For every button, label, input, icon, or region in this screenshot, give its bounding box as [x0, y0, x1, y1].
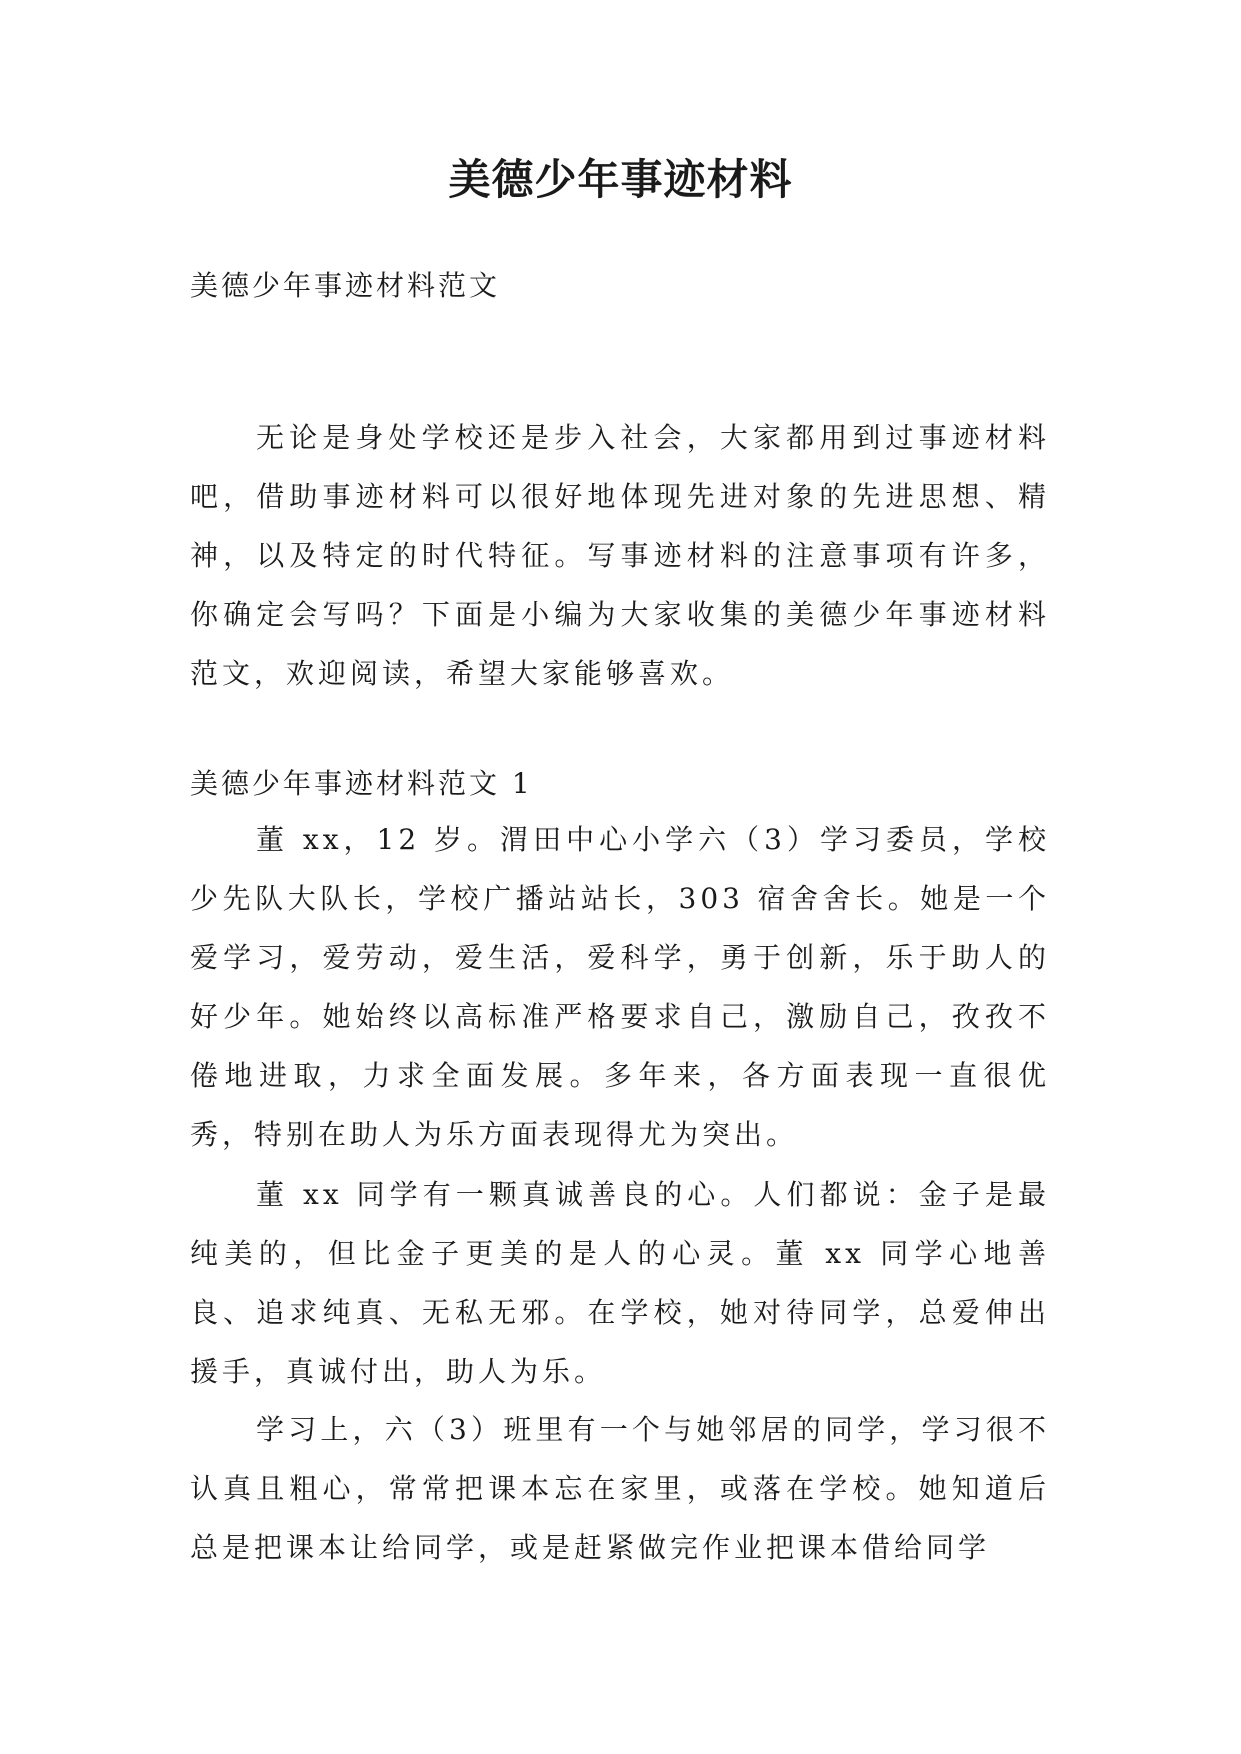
body-paragraph-2: 董 xx 同学有一颗真诚善良的心。人们都说：金子是最纯美的，但比金子更美的是人的心灵。董 xx 同学心地善良、追求纯真、无私无邪。在学校，她对待同学，总爱伸出援手，真诚付出，助人为乐。 — [190, 1178, 1050, 1388]
document-title: 美德少年事迹材料 — [448, 155, 793, 204]
section-heading: 美德少年事迹材料范文 1 — [190, 767, 533, 800]
intro-paragraph: 无论是身处学校还是步入社会，大家都用到过事迹材料吧，借助事迹材料可以很好地体现先进对象的先进思想、精神，以及特定的时代特征。写事迹材料的注意事项有许多，你确定会写吗？下面是小编为大家收集的美德少年事迹材料范文，欢迎阅读，希望大家能够喜欢。 — [190, 421, 1050, 690]
body-paragraph-1: 董 xx，12 岁。渭田中心小学六（3）学习委员，学校少先队大队长，学校广播站站长，303 宿舍舍长。她是一个爱学习，爱劳动，爱生活，爱科学，勇于创新，乐于助人的好少年。她始终以高标准严格要求自己，激励自己，孜孜不倦地进取，力求全面发展。多年来，各方面表现一直很优秀，特别在助人为乐方面表现得尤为突出。 — [190, 823, 1050, 1151]
document-subtitle: 美德少年事迹材料范文 — [190, 269, 501, 302]
body-paragraph-3: 学习上，六（3）班里有一个与她邻居的同学，学习很不认真且粗心，常常把课本忘在家里，或落在学校。她知道后总是把课本让给同学，或是赶紧做完作业把课本借给同学 — [190, 1413, 1050, 1564]
